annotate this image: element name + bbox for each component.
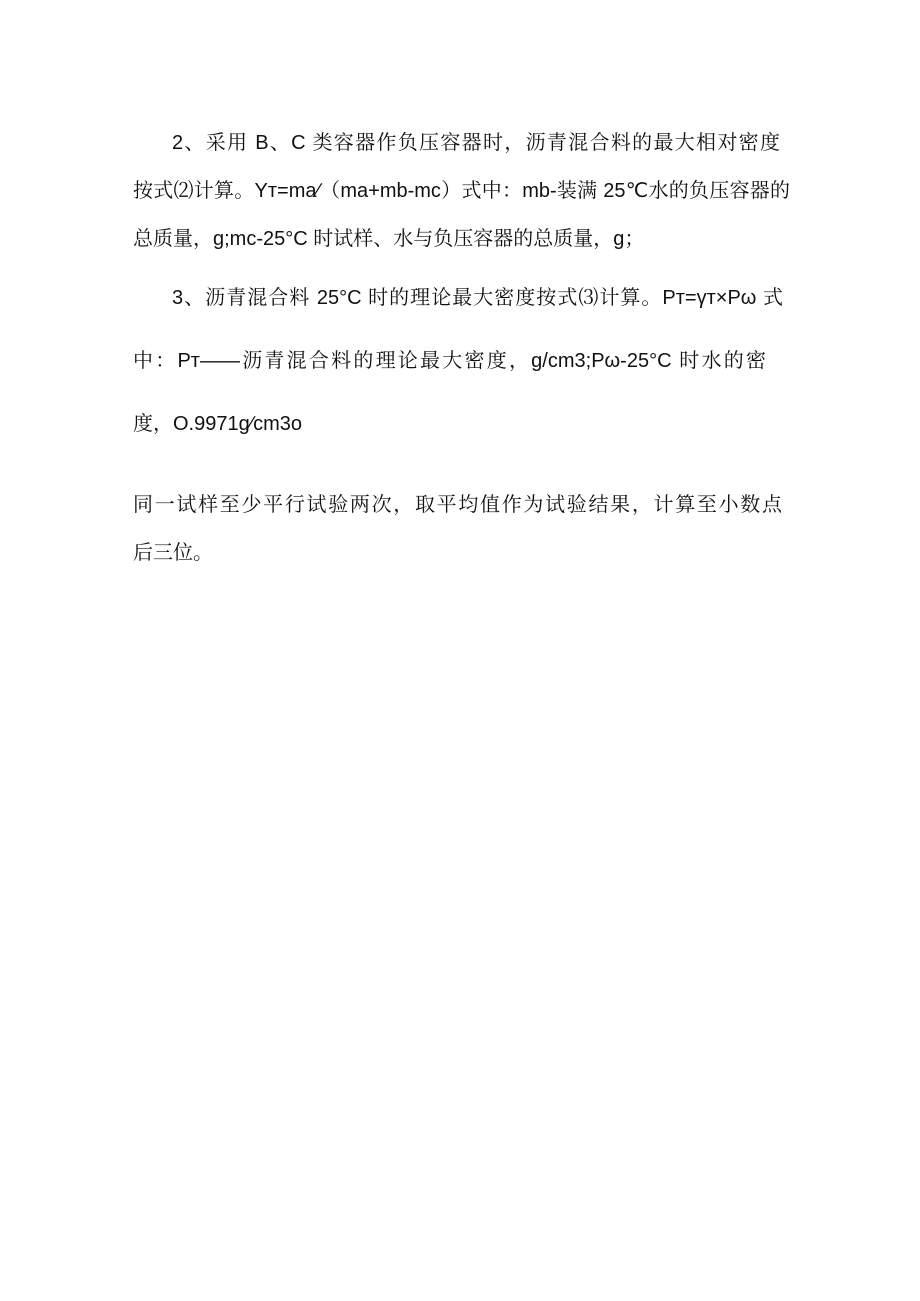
paragraph-line: 后三位。 bbox=[133, 542, 213, 564]
paragraph-line: 中：Pт——沥青混合料的理论最大密度，g/cm3;Pω-25°C 时水的密 bbox=[133, 350, 766, 372]
paragraph-line: 总质量，g;mc-25°C 时试样、水与负压容器的总质量，g； bbox=[133, 228, 645, 250]
paragraph-line: 按式⑵计算。Yт=ma∕（ma+mb-mc）式中：mb-装满 25℃水的负压容器的 bbox=[133, 180, 790, 202]
paragraph-line: 2、采用 B、C 类容器作负压容器时，沥青混合料的最大相对密度 bbox=[172, 132, 780, 154]
paragraph-line: 度，O.9971g∕cm3o bbox=[133, 413, 302, 435]
paragraph-line: 3、沥青混合料 25°C 时的理论最大密度按式⑶计算。Pт=γт×Pω 式 bbox=[172, 287, 783, 309]
paragraph-line: 同一试样至少平行试验两次，取平均值作为试验结果，计算至小数点 bbox=[133, 494, 782, 516]
